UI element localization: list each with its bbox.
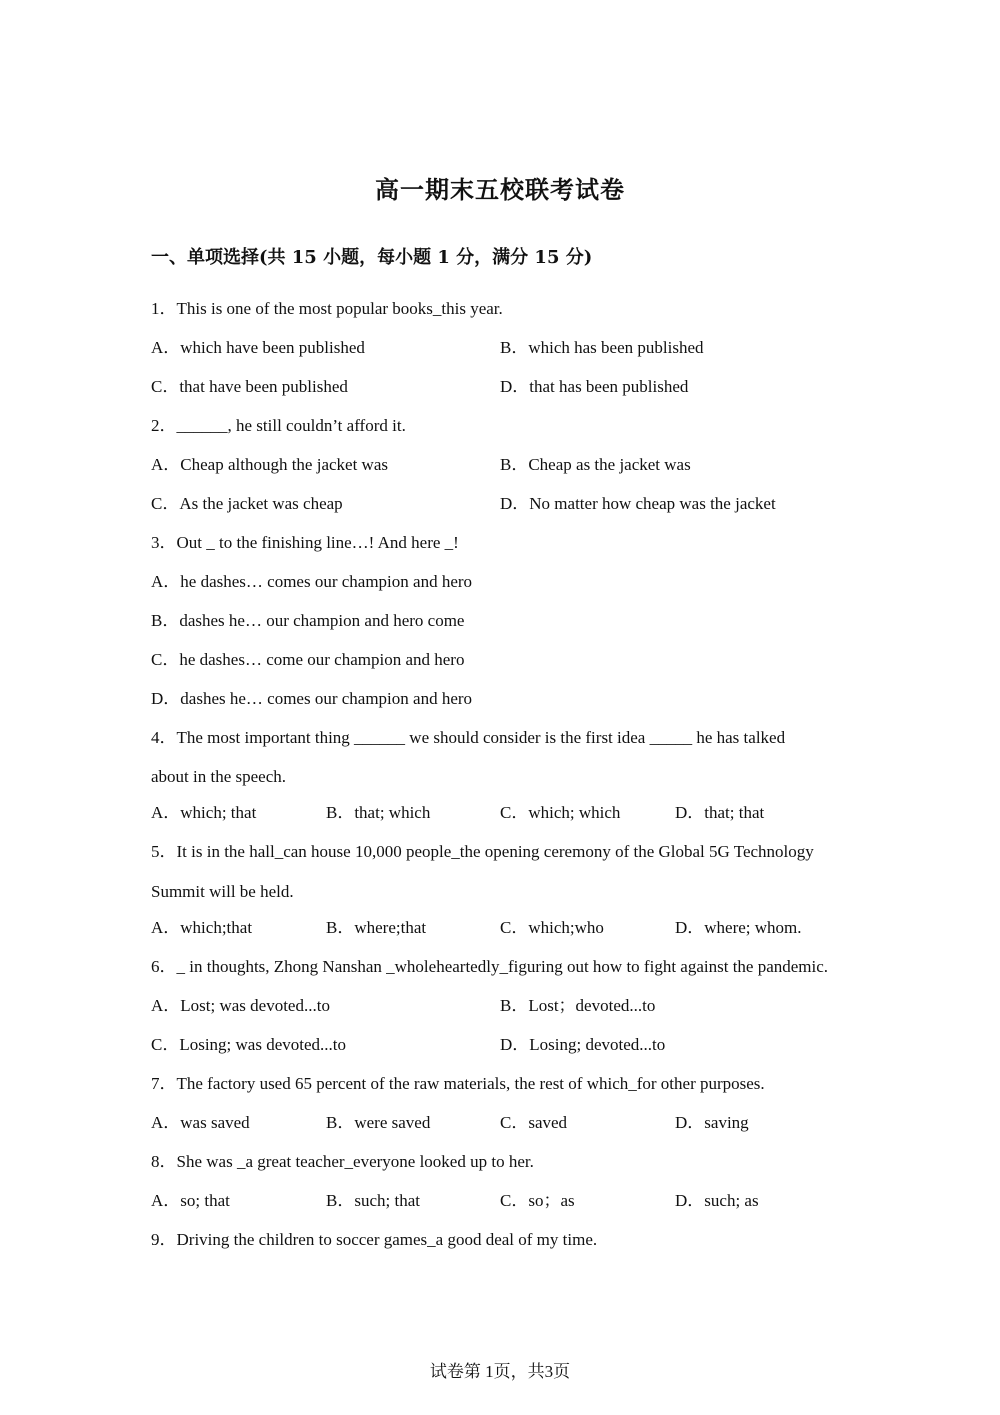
question-5-option-d: D．where; whom. (675, 918, 802, 937)
question-1-option-a: A．which have been published (151, 338, 365, 357)
question-4-option-c: C．which; which (500, 803, 621, 822)
page-footer: 试卷第 1页，共3页 (429, 1362, 571, 1381)
question-6-stem: 6．_ in thoughts, Zhong Nanshan _wholeheartedly_figuring out how to fight against the pandemic. (151, 957, 829, 976)
question-4-stem-line1: 4．The most important thing ______ we should consider is the first idea _____ he has talked (151, 728, 786, 747)
question-6-option-c: C．Losing; was devoted...to (151, 1035, 347, 1054)
question-7-option-a: A．was saved (151, 1113, 250, 1132)
question-4-option-d: D．that; that (675, 803, 765, 822)
question-3-stem: 3．Out _ to the finishing line…! And here _! (151, 533, 459, 552)
question-5-stem-line1: 5．It is in the hall_can house 10,000 people_the opening ceremony of the Global 5G Technology (151, 842, 814, 861)
question-7-stem: 7．The factory used 65 percent of the raw materials, the rest of which_for other purposes. (151, 1074, 765, 1093)
question-8-option-b: B．such; that (326, 1191, 420, 1210)
question-2-option-c: C．As the jacket was cheap (151, 494, 343, 513)
question-2-option-b: B．Cheap as the jacket was (500, 455, 691, 474)
question-1-option-c: C．that have been published (151, 377, 348, 396)
question-6-option-a: A．Lost; was devoted...to (151, 996, 330, 1015)
question-7-option-c: C．saved (500, 1113, 568, 1132)
question-4-option-b: B．that; which (326, 803, 431, 822)
question-3-option-a: A．he dashes… comes our champion and hero (151, 572, 473, 591)
question-1-stem: 1．This is one of the most popular books_this year. (151, 299, 503, 318)
question-3-option-c: C．he dashes… come our champion and hero (151, 650, 465, 669)
question-4-stem-line2: about in the speech. (151, 767, 287, 786)
question-2-stem: 2．______, he still couldn’t afford it. (151, 416, 406, 435)
question-7-option-d: D．saving (675, 1113, 749, 1132)
question-4-option-a: A．which; that (151, 803, 257, 822)
question-7-option-b: B．were saved (326, 1113, 431, 1132)
question-2-option-a: A．Cheap although the jacket was (151, 455, 388, 474)
question-8-option-a: A．so; that (151, 1191, 230, 1210)
question-5-stem-line2: Summit will be held. (151, 882, 294, 901)
section-heading: 一、单项选择(共 15 小题，每小题 1 分，满分 15 分) (151, 247, 593, 268)
question-8-option-c: C．so；as (500, 1191, 575, 1210)
question-3-option-d: D．dashes he… comes our champion and hero (151, 689, 473, 708)
question-2-option-d: D．No matter how cheap was the jacket (500, 494, 776, 513)
question-1-option-d: D．that has been published (500, 377, 689, 396)
question-8-stem: 8．She was _a great teacher_everyone looked up to her. (151, 1152, 534, 1171)
question-6-option-b: B．Lost；devoted...to (500, 996, 656, 1015)
question-8-option-d: D．such; as (675, 1191, 759, 1210)
page-title: 高一期末五校联考试卷 (375, 176, 625, 204)
question-3-option-b: B．dashes he… our champion and hero come (151, 611, 465, 630)
question-6-option-d: D．Losing; devoted...to (500, 1035, 666, 1054)
question-5-option-c: C．which;who (500, 918, 604, 937)
question-5-option-a: A．which;that (151, 918, 253, 937)
question-9-stem: 9．Driving the children to soccer games_a good deal of my time. (151, 1230, 598, 1249)
question-1-option-b: B．which has been published (500, 338, 704, 357)
question-5-option-b: B．where;that (326, 918, 427, 937)
